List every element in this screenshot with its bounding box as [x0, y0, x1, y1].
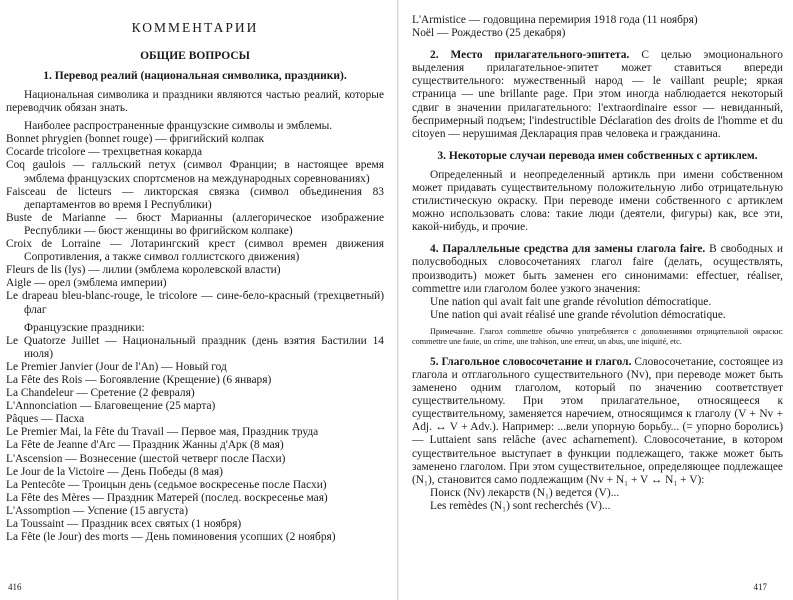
list-item: L'Armistice — годовщина перемирия 1918 года (11 ноября) — [412, 14, 698, 26]
page-number: 416 — [8, 582, 22, 592]
list-item: La Fête des Mères — Праздник Матерей (послед. воскресенье мая) — [6, 491, 328, 504]
subhead: ОБЩИЕ ВОПРОСЫ — [140, 50, 250, 62]
example-line: Les remèdes (N₁) sont recherchés (V)... — [430, 499, 611, 512]
list-item: La Chandeleur — Сретение (2 февраля) — [6, 387, 195, 400]
section-3-title: 3. Некоторые случаи перевода имен собственных с артиклем. — [437, 149, 758, 162]
list-item: Pâques — Пасха — [6, 413, 85, 426]
right-page — [398, 0, 793, 600]
holidays-list — [6, 335, 384, 545]
section-4-title: 4. Параллельные средства для замены глагола faire. — [430, 243, 706, 256]
page-title: КОММЕНТАРИИ — [131, 20, 259, 35]
list-item: Cocarde tricolore — трехцветная кокарда — [6, 146, 203, 159]
section-1-title: 1. Перевод реалий (национальная символика, праздники). — [43, 70, 347, 82]
list-item: Le Premier Janvier (Jour de l'An) — Новый год — [6, 360, 227, 373]
holidays-intro: Французские праздники: — [24, 321, 145, 334]
list-item: Aigle — орел (эмблема империи) — [6, 277, 167, 290]
list-item: La Fête de Jeanne d'Arc — Праздник Жанны д'Арк (8 мая) — [6, 439, 284, 452]
section-5-title: 5. Глагольное словосочетание и глагол. — [430, 355, 632, 368]
list-item: L'Annonciation — Благовещение (25 марта) — [6, 400, 216, 413]
list-item: Faisceau de licteurs — ликторская связка (символ объединения 83 департаментов во время I Республики) — [6, 185, 384, 211]
list-item: La Toussaint — Праздник всех святых (1 ноября) — [6, 518, 242, 530]
list-item: Le Jour de la Victoire — День Победы (8 мая) — [6, 465, 223, 478]
section-5-text: Словосочетание, состоящее из глагола и отглагольного существительного (Nv), при переводе может быть заменено одним глаголом, который по значению соответствует существительному. При этом прилагательное, относящееся к существительному, заменяется наречием, относящимся к глаголу (V + Nv + Adj. ↔ V + Adv.). Например: ...вели упорную борьбу... (= упорно боролись) — Luttaient sans relâche (avec acharnement). Словосочетание, в котором существительное выступает в функции подлежащего, также может быть заменено глаголом. При этом существительное, определяющее подлежащее (N₁), становится само подлежащим (Nv + N₁ + V ↔ N₁ + V): — [412, 355, 783, 486]
page-number: 417 — [753, 582, 767, 592]
list-item: Coq gaulois — галльский петух (символ Франции; в настоящее время эмблема французских спортсменов на международных соревнованиях) — [6, 159, 384, 185]
section-4-note: Примечание. Глагол commettre обычно употребляется с дополнениями отрицательной окраски: commettre une faute, un crime, une trahison, une erreur, un abus, une iniquité, etc. — [412, 326, 783, 346]
symbols-list — [6, 133, 384, 316]
section-2 — [412, 49, 783, 141]
list-item: La Fête des Rois — Богоявление (Крещение) (6 января) — [6, 373, 272, 386]
list-item: Le Premier Mai, la Fête du Travail — Первое мая, Праздник труда — [6, 426, 319, 439]
example-line: Поиск (Nv) лекарств (N₁) ведется (V)... — [430, 486, 620, 499]
section-2-title: 2. Место прилагательного-эпитета. — [430, 49, 630, 62]
list-item: Fleurs de lis (lys) — лилии (эмблема королевской власти) — [6, 264, 281, 277]
list-item: Le drapeau bleu-blanc-rouge, le tricolore — сине-бело-красный (трехцветный) флаг — [6, 290, 384, 316]
list-item: Buste de Marianne — бюст Марианны (аллегорическое изображение Республики — бюст женщины во фригийском колпаке) — [6, 211, 384, 237]
section-2-text: С целью эмоционального выделения прилагательное-эпитет может ставиться впереди существительного: мужественный народ — le vaillant peuple; яркая страница — une brillante page. При этом иногда наблюдается некоторый сдвиг в значении прилагательного: l'extraordinaire essor — невиданный, беспримерный подъем; l'indestructible Déclaration des droits de l'homme et du citoyen — нерушимая Декларация прав человека и гражданина. — [412, 49, 784, 140]
section-3-text: Определенный и неопределенный артикль при имени собственном может придавать существительному положительную либо отрицательную стилистическую окраску. При переводе имени собственного с артиклем можно использовать слова: такие люди (деятели, фигуры) как, все эти, какой-нибудь, и прочие. — [412, 168, 783, 234]
example-line: Une nation qui avait réalisé une grande révolution démocratique. — [430, 308, 726, 321]
list-item: Croix de Lorraine — Лотарингский крест (символ времен движения Сопротивления, а также символ голлистского движения) — [6, 238, 384, 264]
list-item: L'Ascension — Вознесение (шестой четверг после Пасхи) — [6, 452, 286, 465]
list-item: La Fête (le Jour) des morts — День поминовения усопших (2 ноября) — [6, 531, 336, 544]
list-item: L'Assomption — Успение (15 августа) — [6, 504, 189, 517]
section-4-text: В свободных и полусвободных словосочетаниях глагол faire (делать, осуществлять, производить) может быть заменен его синонимами: effectuer, réaliser, commettre или глаголом более узкого значения: — [412, 243, 783, 295]
list-item: Noël — Рождество (25 декабря) — [412, 27, 566, 40]
symbols-intro: Наиболее распространенные французские символы и эмблемы. — [24, 120, 333, 133]
list-item: Le Quatorze Juillet — Национальный праздник (день взятия Бастилии 14 июля) — [6, 334, 384, 360]
example-line: Une nation qui avait fait une grande révolution démocratique. — [430, 295, 712, 308]
list-item: Bonnet phrygien (bonnet rouge) — фригийский колпак — [6, 133, 265, 146]
holidays-list-continued — [412, 14, 783, 40]
intro-paragraph: Национальная символика и праздники являются частью реалий, которые переводчик обязан знать. — [6, 89, 384, 115]
section-5 — [412, 356, 783, 487]
list-item: La Pentecôte — Троицын день (седьмое воскресенье после Пасхи) — [6, 478, 327, 491]
section-4 — [412, 243, 783, 295]
